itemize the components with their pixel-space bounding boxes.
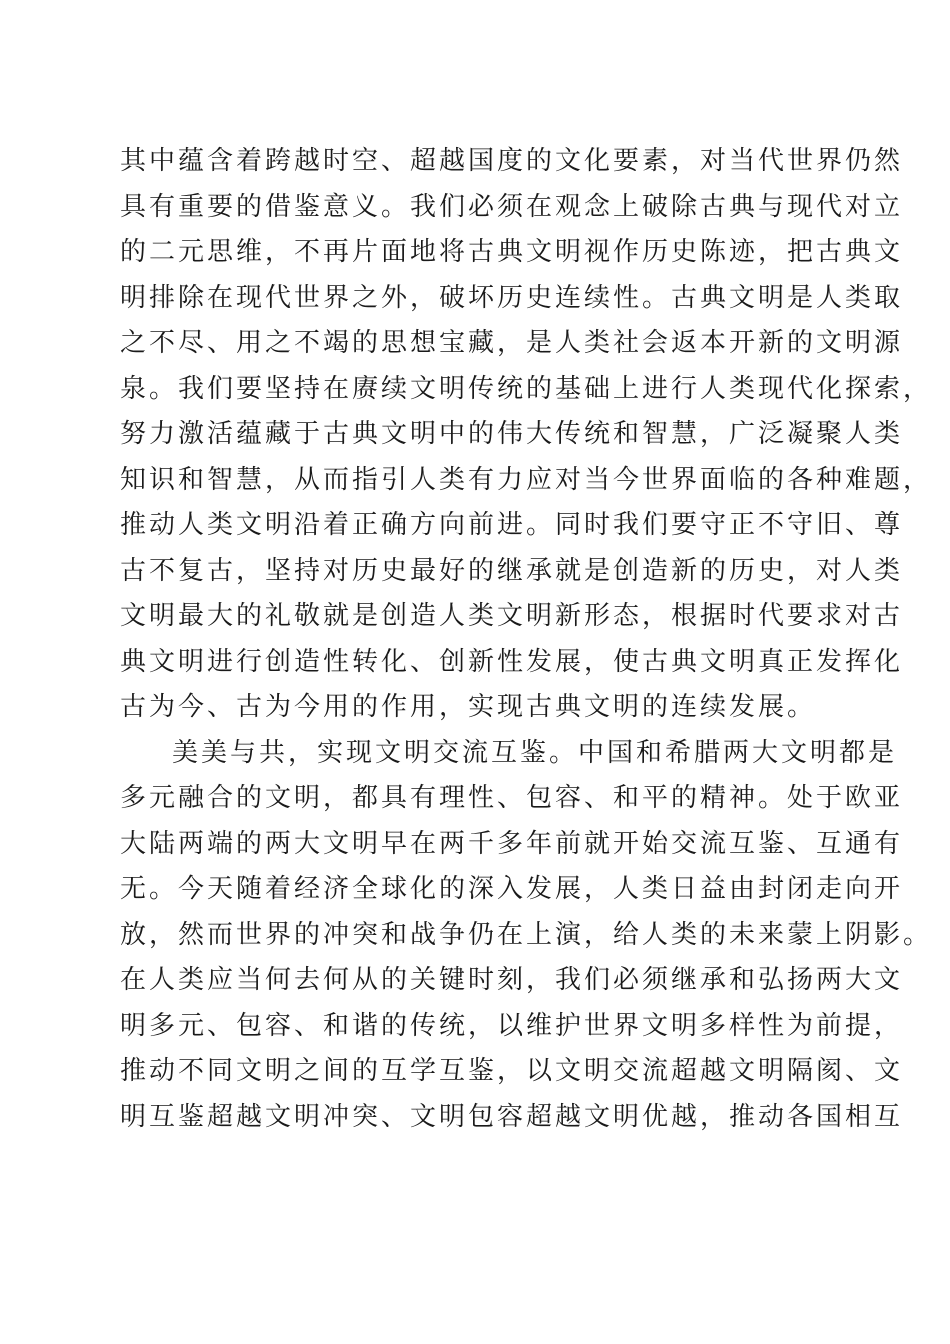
- text-line: 明排除在现代世界之外，破坏历史连续性。古典文明是人类取: [120, 282, 904, 313]
- body-text: [120, 139, 933, 1140]
- text-line: 之不尽、用之不竭的思想宝藏，是人类社会返本开新的文明源: [120, 328, 904, 358]
- text-line: 其中蕴含着跨越时空、超越国度的文化要素，对当代世界仍然: [120, 146, 904, 176]
- text-line: 具有重要的借鉴意义。我们必须在观念上破除古典与现代对立: [120, 191, 904, 222]
- text-line: 古不复古，坚持对历史最好的继承就是创造新的历史，对人类: [120, 555, 904, 586]
- paragraph-1: [120, 139, 933, 731]
- text-line: 努力激活蕴藏于古典文明中的伟大传统和智慧，广泛凝聚人类: [120, 419, 904, 449]
- text-line: 泉。我们要坚持在赓续文明传统的基础上进行人类现代化探索，: [120, 373, 933, 404]
- text-line: 放，然而世界的冲突和战争仍在上演，给人类的未来蒙上阴影。: [120, 919, 933, 950]
- text-line: 在人类应当何去何从的关键时刻，我们必须继承和弘扬两大文: [120, 965, 904, 995]
- text-line-last: 古为今、古为今用的作用，实现古典文明的连续发展。: [120, 692, 817, 722]
- text-line: 推动不同文明之间的互学互鉴，以文明交流超越文明隔阂、文: [120, 1056, 904, 1086]
- text-line-first: 美美与共，实现文明交流互鉴。中国和希腊两大文明都是: [172, 737, 898, 768]
- text-line: 明多元、包容、和谐的传统，以维护世界文明多样性为前提，: [120, 1010, 904, 1041]
- text-line: 知识和智慧，从而指引人类有力应对当今世界面临的各种难题，: [120, 464, 933, 495]
- text-line: 的二元思维，不再片面地将古典文明视作历史陈迹，把古典文: [120, 237, 904, 267]
- text-line: 大陆两端的两大文明早在两千多年前就开始交流互鉴、互通有: [120, 828, 904, 859]
- text-line: 明互鉴超越文明冲突、文明包容超越文明优越，推动各国相互: [120, 1101, 904, 1132]
- text-line: 推动人类文明沿着正确方向前进。同时我们要守正不守旧、尊: [120, 510, 904, 540]
- text-line: 典文明进行创造性转化、创新性发展，使古典文明真正发挥化: [120, 646, 904, 677]
- text-line: 多元融合的文明，都具有理性、包容、和平的精神。处于欧亚: [120, 783, 904, 813]
- text-line: 文明最大的礼敬就是创造人类文明新形态，根据时代要求对古: [120, 601, 904, 631]
- text-line: 无。今天随着经济全球化的深入发展，人类日益由封闭走向开: [120, 874, 904, 904]
- paragraph-2: [120, 731, 933, 1141]
